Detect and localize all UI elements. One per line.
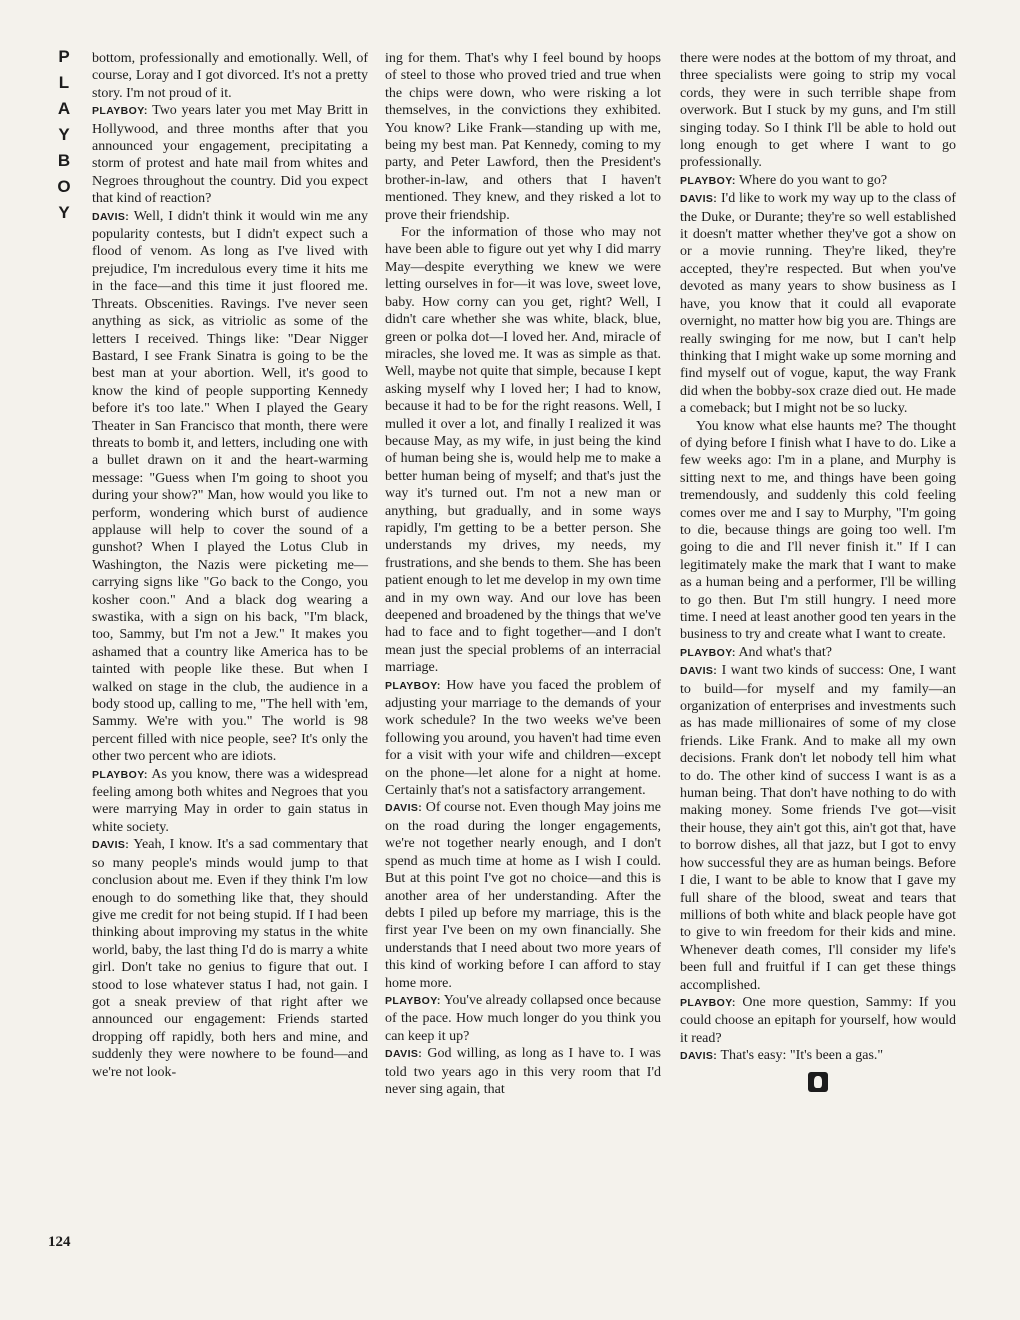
paragraph-text: And what's that?: [735, 644, 832, 660]
interview-paragraph: [92, 208, 368, 766]
interview-paragraph: [385, 677, 661, 800]
interview-paragraph: [92, 50, 368, 102]
brand-letter: L: [58, 73, 70, 92]
paragraph-text: One more question, Sammy: If you could choose an epitaph for yourself, how would it read?: [680, 994, 956, 1046]
rabbit-head-icon: [808, 1072, 828, 1092]
paragraph-text: God willing, as long as I have to. I was told two years ago in this very room that I'd never sing again, that: [385, 1046, 661, 1097]
interview-paragraph: [385, 799, 661, 991]
interview-paragraph: [385, 992, 661, 1045]
speaker-label: DAVIS:: [92, 210, 130, 223]
interview-paragraph: [92, 766, 368, 837]
text-column-1: [92, 50, 368, 1081]
interview-paragraph: [680, 662, 956, 994]
interview-paragraph: [680, 644, 956, 662]
speaker-label: DAVIS:: [92, 839, 130, 852]
brand-letter: Y: [58, 203, 70, 222]
brand-letter: P: [58, 47, 70, 66]
speaker-label: DAVIS:: [385, 1048, 423, 1061]
paragraph-text: Where do you want to go?: [735, 172, 888, 188]
paragraph-text: I want two kinds of success: One, I want to build—for myself and my family—an organization of enterprises and investments such as has made millionaires of some of my close friends. Like Frank. And to make all my own decisions. Frank don't let nobody tell him what to do. The other kind of success I want is as a human being. That don't have nothing to do with making money. Some friends I've got—visit their house, they ain't got this, ain't got that, have to borrow dishes, all that jazz, but I got to envy how successful they are as human beings. Before I die, I want to be able to know that I gave my full share of the blood, sweat and tears that millions of both white and black people have got to give to win freedom for their kids and mine. Whenever death comes, I'll consider my life's been full and fruitful if I can get these things accomplished.: [680, 663, 956, 993]
speaker-label: DAVIS:: [680, 665, 718, 678]
paragraph-text: ing for them. That's why I feel bound by hoops of steel to those who proved tried and true when the chips were down, who were risking a lot themselves, in the convictions they exhibited. You know? Like Frank—standing up with me, being my best man. Pat Kennedy, coming to my party, and Peter Lawford, then the President's brother-in-law, and others that I haven't mentioned. They knew, and they risked a lot to prove their friendship.: [385, 51, 661, 223]
interview-paragraph: [385, 1045, 661, 1098]
speaker-label: PLAYBOY:: [92, 768, 148, 781]
speaker-label: PLAYBOY:: [680, 174, 736, 187]
interview-paragraph: [680, 994, 956, 1047]
paragraph-text: You've already collapsed once because of the pace. How much longer do you think you can keep it up?: [385, 992, 661, 1044]
speaker-label: PLAYBOY:: [385, 679, 441, 692]
magazine-sidebar-logo: [51, 44, 77, 226]
paragraph-text: How have you faced the problem of adjusting your marriage to the demands of your work schedule? In the two weeks we've been following you around, you haven't had time even for a visit with your wife and children—except on the phone—let alone for a night at home. Certainly that's not a satisfactory arrangement.: [385, 677, 661, 799]
page-number: 124: [48, 1234, 71, 1250]
paragraph-text: there were nodes at the bottom of my throat, and three specialists were going to strip my vocal cords, they were in such terrible shape from overwork. But I stuck by my guns, and I'm still singing today. So I think I'll be able to hold out long enough to get where I want to go professionally.: [680, 51, 956, 171]
speaker-label: DAVIS:: [680, 1050, 718, 1063]
interview-paragraph: [680, 1047, 956, 1065]
paragraph-text: Well, I didn't think it would win me any popularity contests, but I didn't expect such a flood of venom. As long as I've lived with prejudice, I'm incredulous every time it hits me in the face—and this time it just floored me. Threats. Obscenities. Ravings. I've never seen anything as sick, as vitriolic as some of the letters I received. Things like: "Dear Nigger Bastard, I see Frank Sinatra is going to be the best man at your abortion. Well, it's good to know the kind of people supporting Kennedy before it's too late." When I played the Geary Theater in San Francisco that month, there were threats to bomb it, and letters, including one with a bullet drawn on it and the heart-warming message: "Guess when I'm going to shoot you during your show?" Man, how would you like to perform, wondering which burst of audience applause will help to cover the sound of a gunshot? When I played the Lotus Club in Washington, the Nazis were picketing me—carrying signs like "Go back to the Congo, you kosher coon." And a black dog wearing a swastika, with a sign on his back, "I'm black, too, Sammy, but I'm not a Jew." It makes you ashamed that a country like America has to be tainted with people like these. But when I walked on stage in the club, the audience in a body stood up, calling to me, "The hell with 'em, Sammy. We're with you." The world is 98 percent filled with nice people, see? It's only the other two percent who are idiots.: [92, 208, 368, 765]
paragraph-text: For the information of those who may not have been able to figure out yet why I did marry May—despite everything we knew we were letting ourselves in for—it was love, sweet love, baby. How corny can you get, right? Well, I didn't care whether she was white, black, blue, green or polka dot—I loved her. And, miracle of miracles, she loved me. It was as simple as that. Well, maybe not quite that simple, because I kept asking myself why I loved her; I had to know, because it had to be for the right reasons. Well, I mulled it over a lot, and finally I realized it was because May, as my wife, in just being the kind of human being she is, would help me to make a better human being of myself; and that's just the way it's turned out. I'm not a new man or anything, but gradually, and in some ways rapidly, I'm getting to be a better person. She understands my drives, my needs, my frustrations, and she bends to them. She has been patient enough to let me develop in my own time and in my own way. And our love has been deepened and broadened by the things that we've had to face and to fight together—and I don't mean just the special problems of an interracial marriage.: [385, 225, 661, 676]
paragraph-text: As you know, there was a widespread feeling among both whites and Negroes that you were marrying May in order to gain status in white society.: [92, 766, 368, 835]
interview-paragraph: [680, 190, 956, 417]
interview-paragraph: [680, 172, 956, 190]
brand-letter: A: [57, 99, 71, 118]
paragraph-text: bottom, professionally and emotionally. Well, of course, Loray and I got divorced. It's not a pretty story. I'm not proud of it.: [92, 51, 368, 101]
paragraph-text: Of course not. Even though May joins me on the road during the longer engagements, we're not together nearly enough, and I don't spend as much time at home as I wish I could. But at this point I've got no choice—and this is another area of her understanding. After the debts I piled up before my marriage, this is the first year I've been on my own financially. She understands that I need about two more years of this kind of working before I can afford to stay home more.: [385, 800, 661, 991]
paragraph-text: That's easy: "It's been a gas.": [717, 1048, 884, 1064]
brand-letter: Y: [58, 125, 70, 144]
interview-paragraph: [92, 102, 368, 207]
interview-paragraph: [385, 50, 661, 224]
interview-paragraph: [385, 224, 661, 677]
speaker-label: PLAYBOY:: [92, 105, 148, 118]
speaker-label: DAVIS:: [385, 802, 423, 815]
paragraph-text: Two years later you met May Britt in Hollywood, and three months after that you announced your engagement, precipitating a storm of protest and hate mail from whites and Negroes throughout the country. Did you expect that kind of reaction?: [92, 103, 368, 207]
brand-letter: O: [57, 177, 71, 196]
speaker-label: PLAYBOY:: [680, 646, 736, 659]
paragraph-text: Yeah, I know. It's a sad commentary that so many people's minds would jump to that conclusion about me. Even if they think I'm low enough to do something like that, they should give me credit for not being stupid. If I had been thinking about improving my status in the white world, baby, the last thing I'd do is marry a white girl. Don't take no genius to figure that out. I stood to lose whatever status I had, not gain. I got a sneak preview of that right after we announced our engagement: Friends started dropping off rapidly, both hers and mine, and suddenly they were nowhere to be found—and we're not look-: [92, 837, 368, 1080]
text-column-2: [385, 50, 661, 1098]
paragraph-text: I'd like to work my way up to the class of the Duke, or Durante; they're so well established it doesn't matter whether they've got a show on or a movie running. They're liked, they're accepted, they're respected. But when you've devoted as many years to show business as I have, you know that it could all evaporate overnight, no matter how big you are. Things are really swinging for me now, but I can't help thinking that I might wake up some morning and find myself out of vogue, kaput, the way Frank did when the bobby-sox craze died out. He made a comeback; but I might not be so lucky.: [680, 191, 956, 417]
brand-letter: B: [57, 151, 71, 170]
speaker-label: PLAYBOY:: [385, 994, 441, 1007]
interview-paragraph: [680, 418, 956, 644]
speaker-label: DAVIS:: [680, 193, 718, 206]
interview-paragraph: [680, 50, 956, 172]
speaker-label: PLAYBOY:: [680, 996, 736, 1009]
interview-paragraph: [92, 836, 368, 1081]
text-column-3: [680, 50, 956, 1092]
paragraph-text: You know what else haunts me? The thought of dying before I finish what I have to do. Like a few weeks ago: I'm in a plane, and Murphy is sitting next to me, and things have been going tremendously, and suddenly this cold feeling comes over me and I say to Murphy, "I'm going to die, because things are going too well. I'm going to die and I'll never finish it." If I can legitimately make the mark that I want to make as a human being and a performer, I'll be willing to go then. But I'm still hungry. I need more time. I need at least another good ten years in the business to try and create what I want to create.: [680, 418, 956, 643]
